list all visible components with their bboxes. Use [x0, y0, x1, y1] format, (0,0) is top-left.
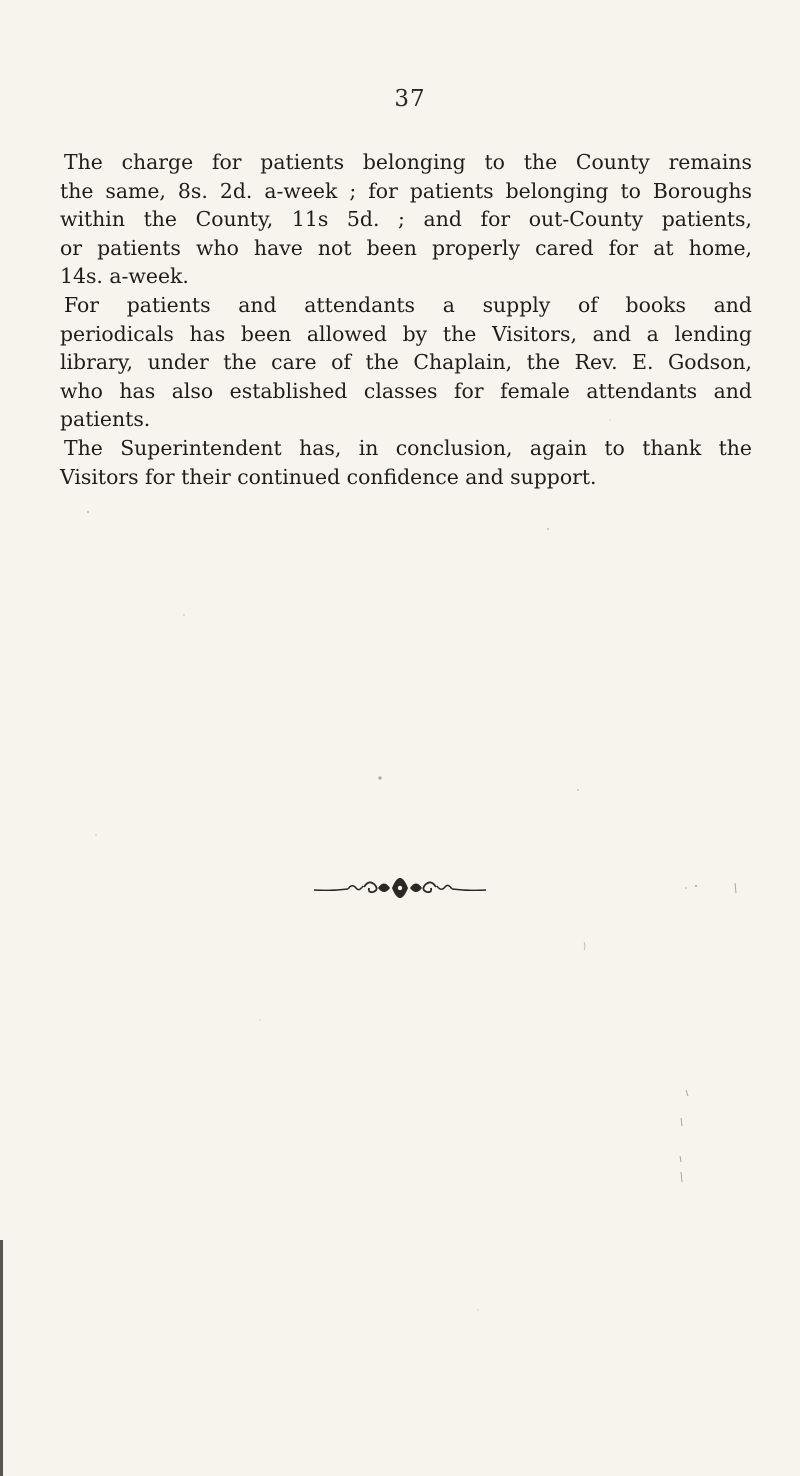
body-text: [60, 148, 752, 491]
text-line: within the County, 11s 5d. ; and for out-County patients,: [60, 207, 752, 232]
text-line: Visitors for their continued confidence and support.: [60, 464, 597, 489]
text-line: who has also established classes for female attendants and: [60, 378, 752, 403]
text-line: patients.: [60, 407, 151, 432]
text-line: The charge for patients belonging to the County remains: [64, 150, 752, 174]
text-line: The Superintendent has, in conclusion, again to thank the: [64, 435, 752, 460]
page-number: 37: [394, 86, 426, 112]
text-line: periodicals has been allowed by the Visitors, and a lending: [60, 321, 752, 346]
text-line: 14s. a-week.: [60, 264, 189, 289]
text-line: For patients and attendants a supply of books and: [64, 292, 752, 317]
decorative-divider-icon: [312, 878, 488, 898]
text-line: library, under the care of the Chaplain, the Rev. E. Godson,: [60, 350, 752, 375]
text-line: the same, 8s. 2d. a-week ; for patients belonging to Boroughs: [60, 178, 752, 203]
page-edge-shadow: [0, 1240, 3, 1476]
text-line: or patients who have not been properly cared for at home,: [60, 235, 752, 260]
